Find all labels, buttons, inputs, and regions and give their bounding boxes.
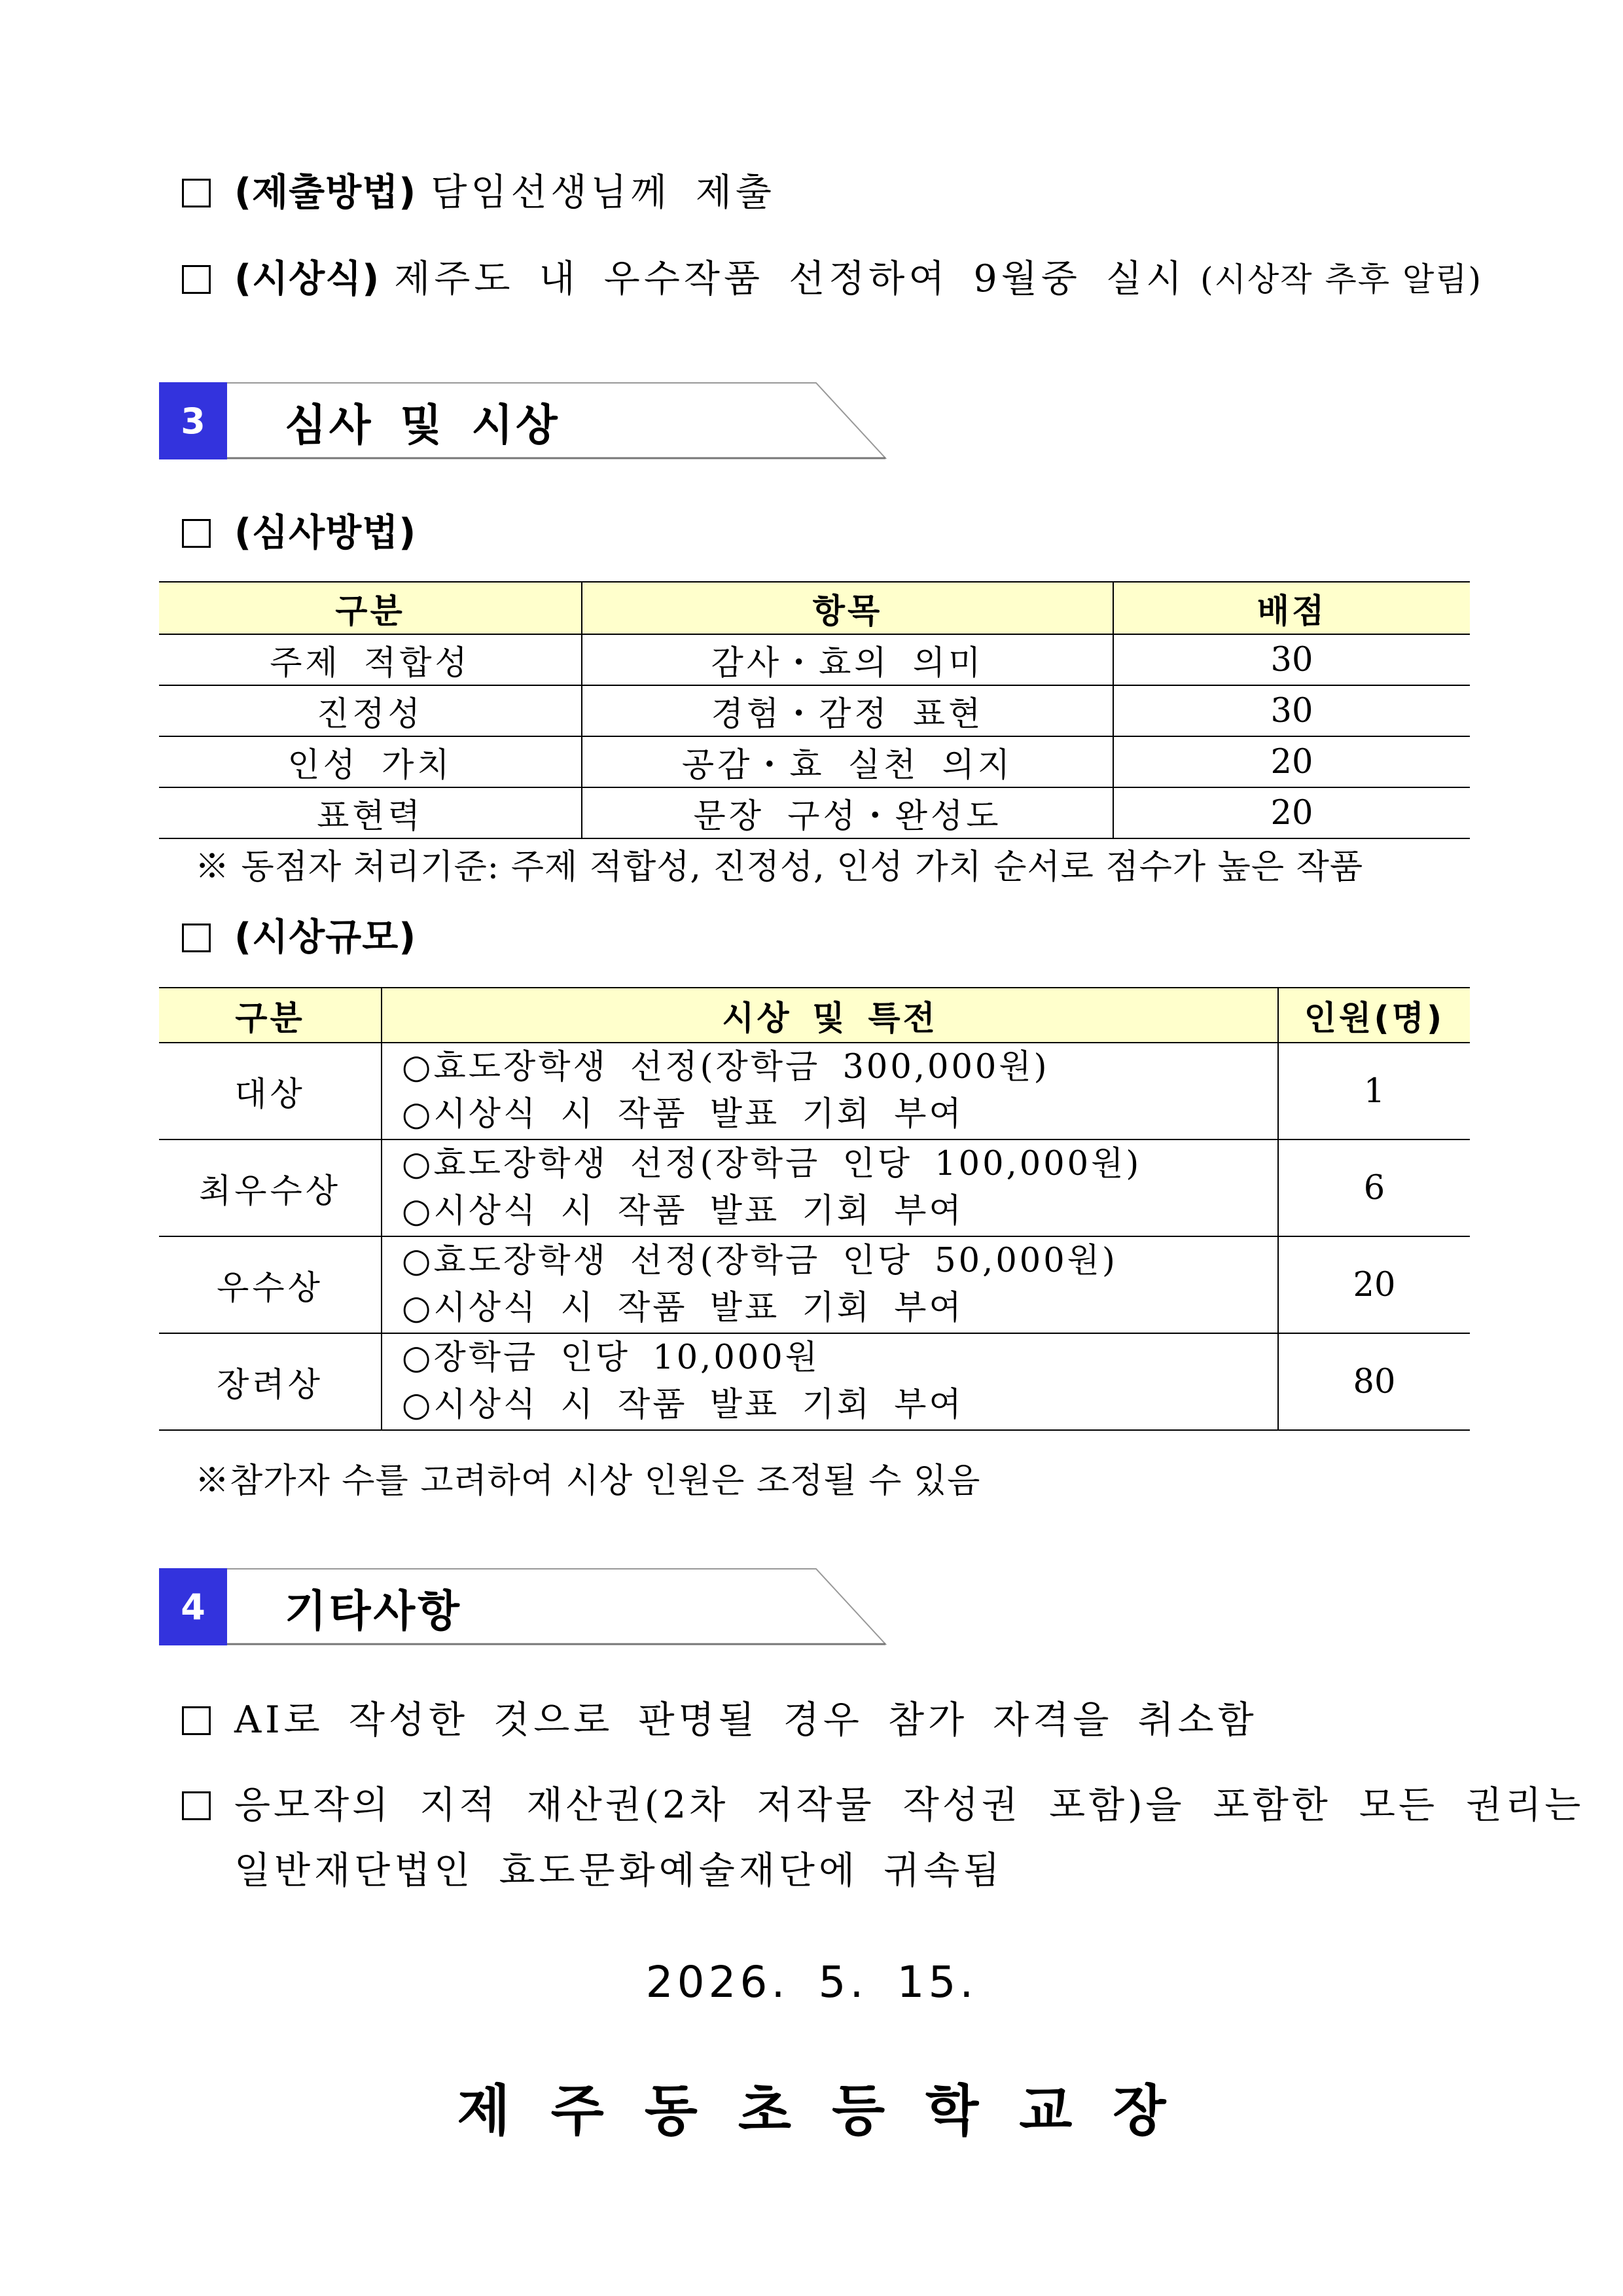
benefit-line: ○효도장학생 선정(장학금 인당 100,000원)	[402, 1145, 1142, 1183]
table-row: 우수상 ○효도장학생 선정(장학금 인당 50,000원) ○시상식 시 작품 발표 기회 부여 20	[159, 1236, 1470, 1333]
header-cell: 구분	[159, 582, 582, 634]
benefit-line: ○효도장학생 선정(장학금 인당 50,000원)	[402, 1242, 1118, 1280]
checkbox-square-icon	[182, 1791, 211, 1820]
rights-item	[182, 1784, 1584, 1827]
benefit-line: ○시상식 시 작품 발표 기회 부여	[402, 1192, 964, 1230]
header-cell: 구분	[159, 988, 382, 1043]
item-text: 제주도 내 우수작품 선정하여 9월중 실시	[394, 257, 1186, 300]
header-cell: 배점	[1113, 582, 1470, 634]
item-text: 일반재단법인 효도문화예술재단에 귀속됨	[234, 1849, 1004, 1892]
item-label: (제출방법)	[234, 171, 417, 214]
submission-method-item	[182, 171, 776, 214]
benefit-line: ○효도장학생 선정(장학금 300,000원)	[402, 1048, 1050, 1086]
ceremony-item	[182, 257, 1483, 300]
document-date: 2026. 5. 15.	[645, 1957, 978, 2007]
checkbox-square-icon	[182, 1706, 211, 1735]
section-title: 기타사항	[285, 1585, 463, 1636]
section-number: 3	[159, 382, 227, 459]
table-row: 표현력 문장 구성・완성도 20	[159, 787, 1470, 838]
table-row: 최우수상 ○효도장학생 선정(장학금 인당 100,000원) ○시상식 시 작품 발표 기회 부여 6	[159, 1139, 1470, 1236]
benefit-line: ○장학금 인당 10,000원	[402, 1338, 820, 1377]
issuer-name: 제주동초등학교장	[457, 2079, 1207, 2143]
checkbox-square-icon	[182, 924, 211, 952]
award-adjust-note: ※참가자 수를 고려하여 시상 인원은 조정될 수 있음	[195, 1462, 981, 1501]
ai-disqualify-item	[182, 1698, 1258, 1742]
benefit-line: ○시상식 시 작품 발표 기회 부여	[402, 1289, 964, 1327]
table-row: 인성 가치 공감・효 실천 의지 20	[159, 736, 1470, 787]
item-label: (시상식)	[234, 257, 380, 300]
table-row: 진정성 경험・감정 표현 30	[159, 685, 1470, 736]
benefit-line: ○시상식 시 작품 발표 기회 부여	[402, 1386, 964, 1424]
section-3-header	[159, 382, 885, 459]
checkbox-square-icon	[182, 265, 211, 294]
item-text: 담임선생님께 제출	[431, 171, 776, 214]
item-text: 응모작의 지적 재산권(2차 저작물 작성권 포함)을 포함한 모든 권리는	[234, 1784, 1584, 1827]
judging-method-label: (심사방법)	[182, 514, 431, 552]
award-scale-label: (시상규모)	[182, 919, 431, 956]
checkbox-square-icon	[182, 519, 211, 548]
tie-break-note: ※ 동점자 처리기준: 주제 적합성, 진정성, 인성 가치 순서로 점수가 높은 작품	[195, 848, 1364, 887]
table-row: 장려상 ○장학금 인당 10,000원 ○시상식 시 작품 발표 기회 부여 80	[159, 1333, 1470, 1430]
section-4-header	[159, 1568, 885, 1645]
table-row: 주제 적합성 감사・효의 의미 30	[159, 634, 1470, 685]
header-cell: 항목	[582, 582, 1113, 634]
table-header-row	[159, 988, 1470, 1043]
rights-item-continued	[234, 1849, 1004, 1892]
checkbox-square-icon	[182, 179, 211, 207]
table-row: 대상 ○효도장학생 선정(장학금 300,000원) ○시상식 시 작품 발표 기회 부여 1	[159, 1043, 1470, 1139]
section-number: 4	[159, 1568, 227, 1645]
section-title: 심사 및 시상	[285, 399, 560, 450]
awards-table	[159, 987, 1470, 1431]
item-text: AI로 작성한 것으로 판명될 경우 참가 자격을 취소함	[234, 1698, 1258, 1742]
header-cell: 인원(명)	[1278, 988, 1470, 1043]
benefit-line: ○시상식 시 작품 발표 기회 부여	[402, 1095, 964, 1134]
table-header-row	[159, 582, 1470, 634]
item-note: (시상작 추후 알림)	[1200, 260, 1483, 298]
header-cell: 시상 및 특전	[382, 988, 1278, 1043]
judging-table	[159, 581, 1470, 839]
